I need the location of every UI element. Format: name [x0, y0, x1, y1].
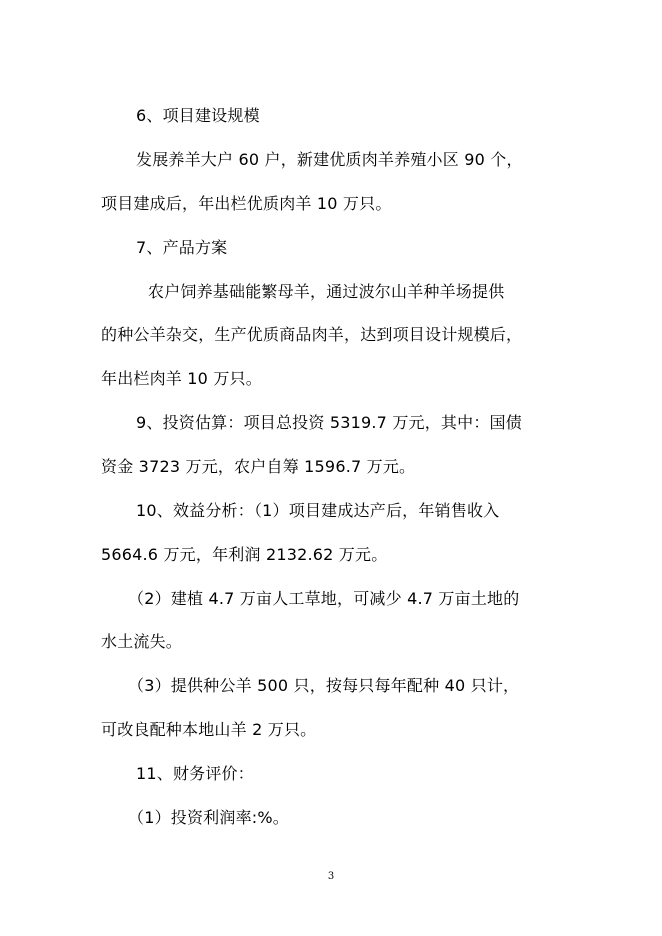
section-heading-project-scale: 6、项目建设规模 — [136, 106, 260, 125]
paragraph-line: 发展养羊大户 60 户，新建优质肉羊养殖小区 90 个， — [136, 150, 523, 169]
page-number: 3 — [327, 871, 335, 882]
paragraph-line: （3）提供种公羊 500 只，按每只每年配种 40 只计， — [128, 676, 520, 695]
section-heading-product-plan: 7、产品方案 — [136, 238, 228, 257]
section-heading-investment-estimate: 9、投资估算：项目总投资 5319.7 万元，其中：国债 — [136, 413, 522, 432]
paragraph-line: （2）建植 4.7 万亩人工草地，可减少 4.7 万亩土地的 — [128, 589, 520, 608]
paragraph-line: 年出栏肉羊 10 万只。 — [101, 369, 262, 388]
paragraph-line: 农户饲养基础能繁母羊，通过波尔山羊种羊场提供 — [148, 282, 505, 301]
paragraph-line: 资金 3723 万元，农户自筹 1596.7 万元。 — [101, 457, 416, 476]
paragraph-line: 5664.6 万元，年利润 2132.62 万元。 — [101, 545, 388, 564]
paragraph-line: （1）投资利润率:%。 — [128, 808, 289, 827]
paragraph-line: 水土流失。 — [101, 632, 183, 651]
paragraph-line: 的种公羊杂交，生产优质商品肉羊，达到项目设计规模后， — [101, 325, 523, 344]
section-heading-financial-evaluation: 11、财务评价： — [136, 764, 254, 783]
paragraph-line: 可改良配种本地山羊 2 万只。 — [101, 720, 317, 739]
paragraph-line: 项目建成后，年出栏优质肉羊 10 万只。 — [101, 194, 392, 213]
section-heading-benefit-analysis: 10、效益分析：（1）项目建成达产后，年销售收入 — [136, 501, 500, 520]
